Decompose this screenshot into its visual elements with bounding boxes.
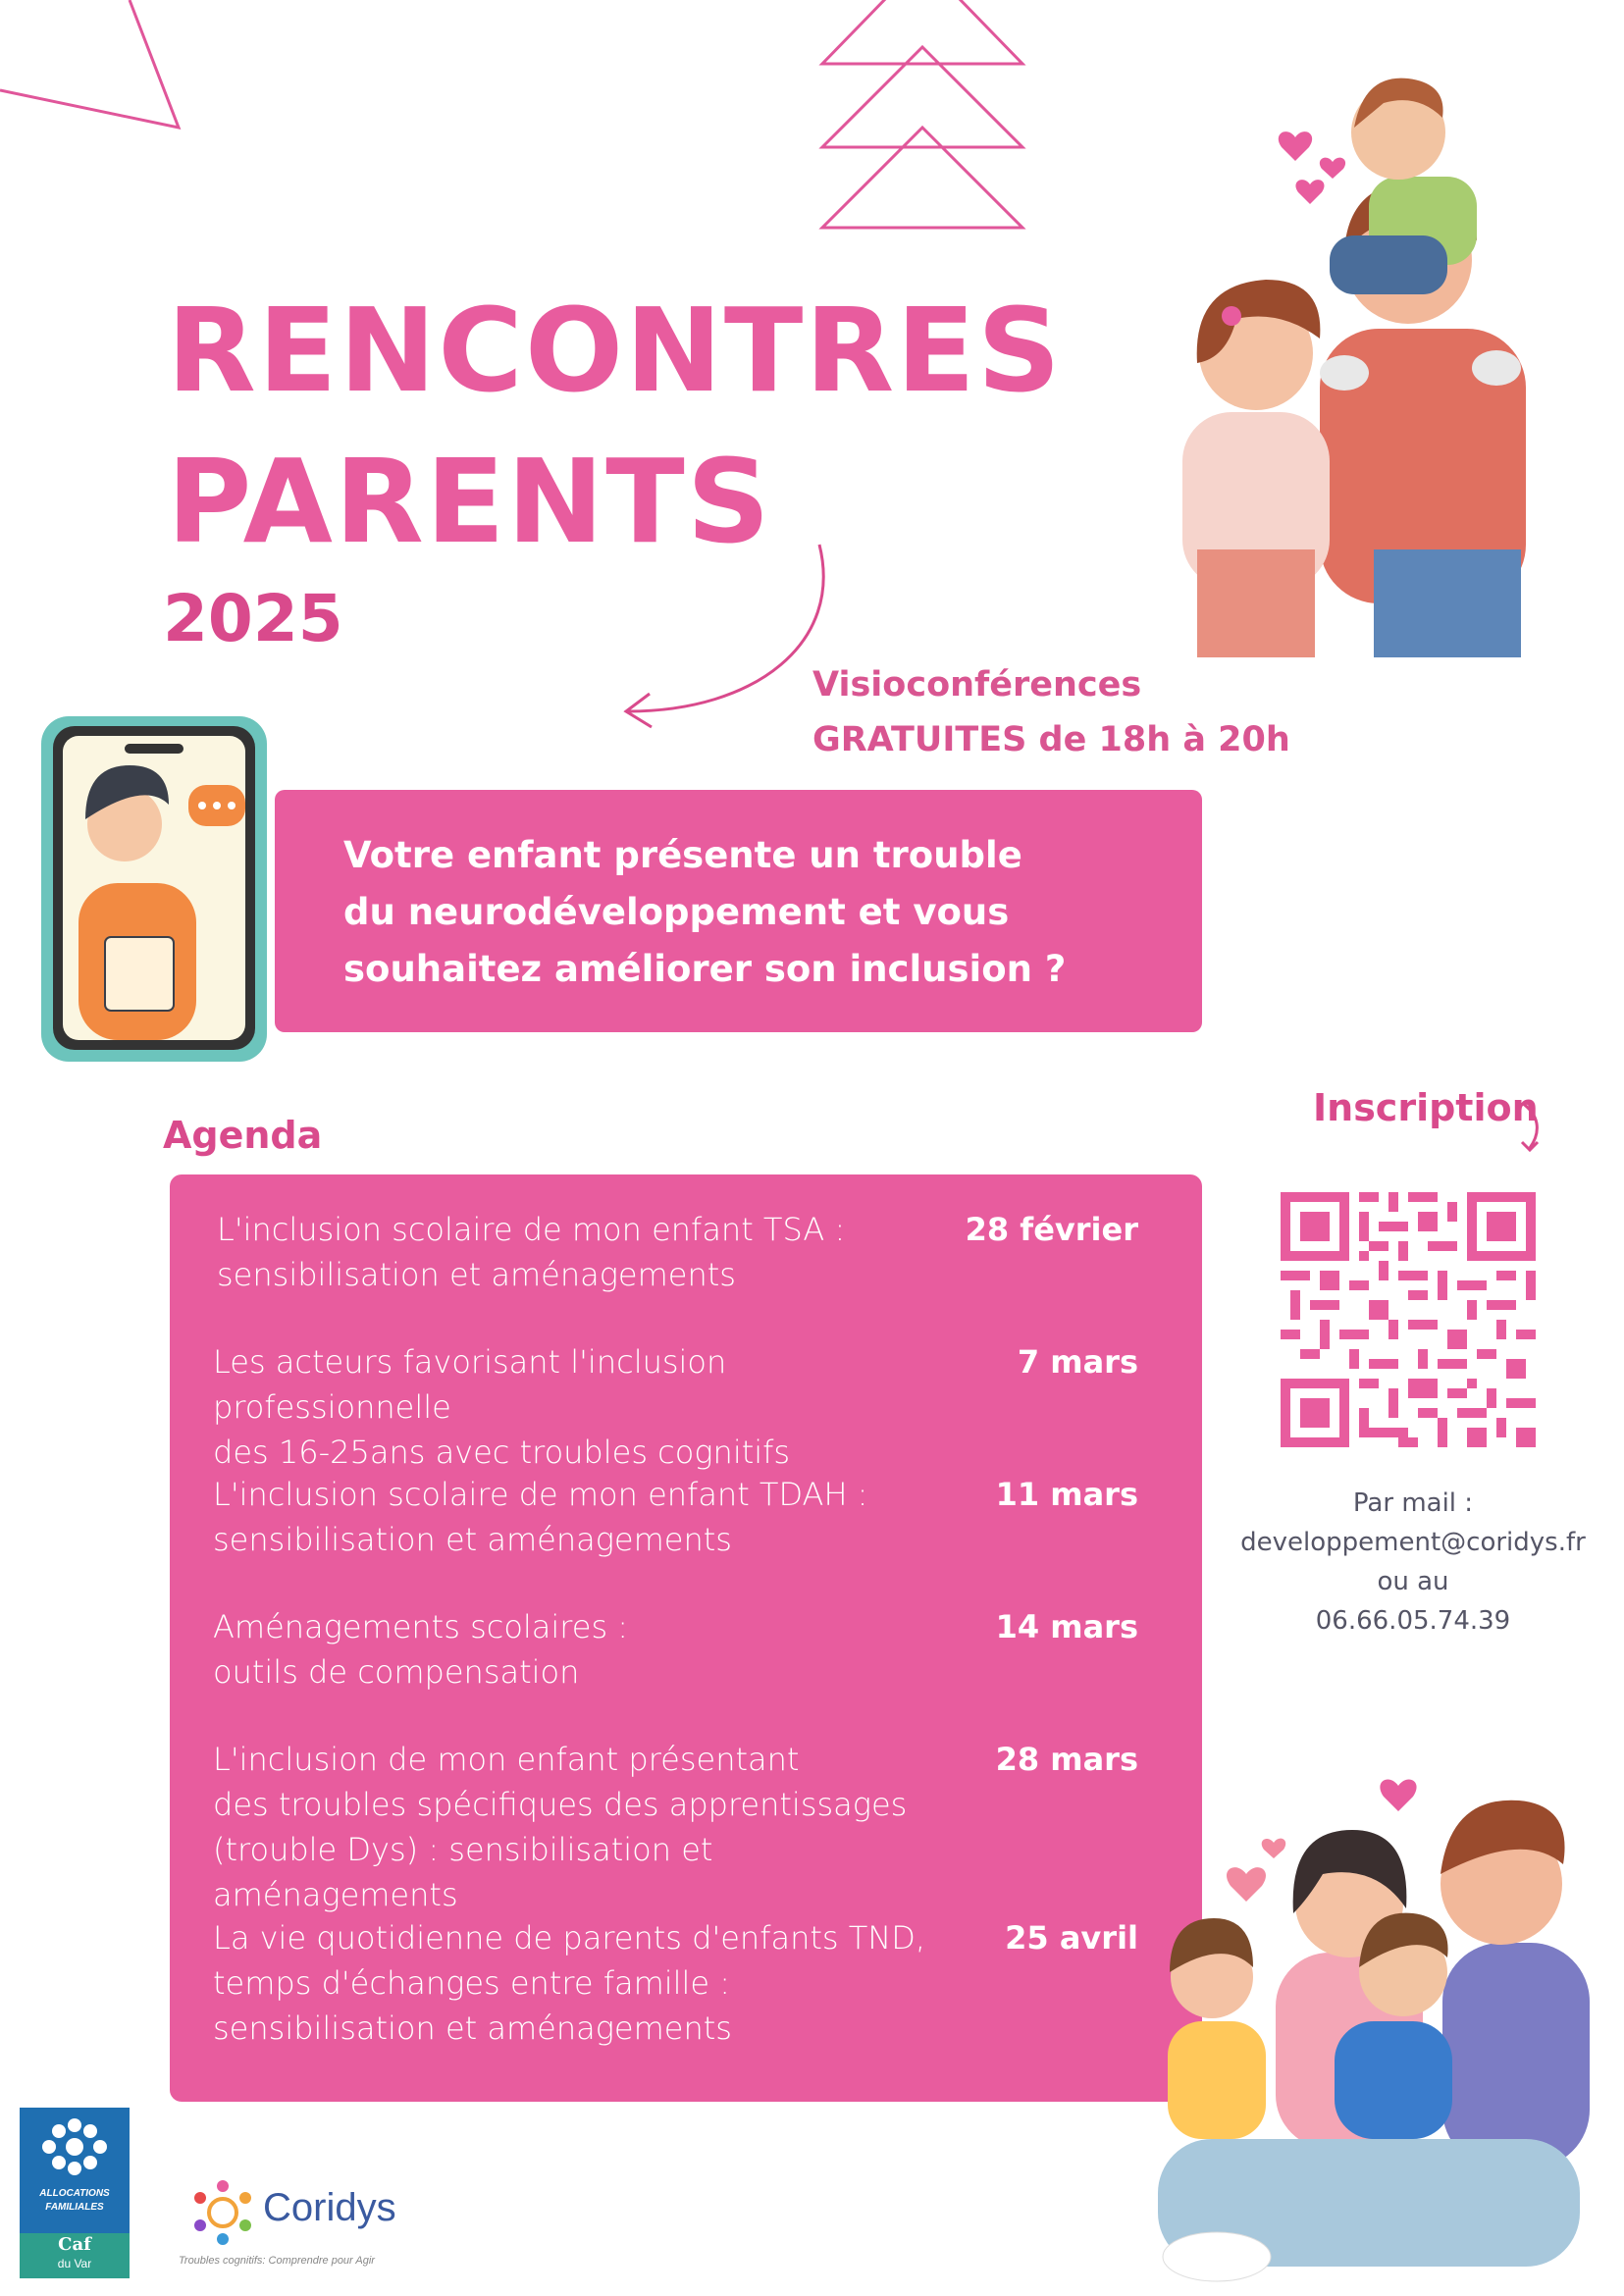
coridys-tagline: Troubles cognitifs: Comprendre pour Agir bbox=[179, 2255, 375, 2267]
inscription-arrow-icon bbox=[1516, 1099, 1545, 1158]
decorative-triangles bbox=[814, 0, 1040, 235]
phone-illustration bbox=[41, 716, 277, 1065]
agenda-topic: La vie quotidienne de parents d'enfants TND, temps d'échanges entre famille : sensibilisation et aménagements bbox=[213, 1919, 926, 2047]
visio-label bbox=[812, 657, 1290, 767]
coridys-name: Coridys bbox=[263, 2186, 396, 2229]
caf-name: Caf bbox=[58, 2234, 91, 2255]
agenda-topic: Aménagements scolaires : outils de compensation bbox=[213, 1608, 629, 1691]
question-line-2: du neurodéveloppement et vous bbox=[343, 891, 1010, 933]
visio-line-1: Visioconférences bbox=[812, 665, 1142, 704]
agenda-topic: Les acteurs favorisant l'inclusion professionnelle des 16-25ans avec troubles cognitifs bbox=[213, 1343, 791, 1471]
agenda-date: 7 mars bbox=[1017, 1343, 1138, 1381]
year: 2025 bbox=[163, 581, 343, 656]
question-line-3: souhaitez améliorer son inclusion ? bbox=[343, 948, 1067, 990]
title-line-2: PARENTS bbox=[167, 434, 772, 569]
family-illustration-top bbox=[1173, 59, 1595, 657]
email-link[interactable]: developpement@coridys.fr bbox=[1240, 1528, 1586, 1557]
caf-region: du Var bbox=[57, 2257, 92, 2270]
agenda-topic: L'inclusion scolaire de mon enfant TDAH : sensibilisation et aménagements bbox=[213, 1476, 868, 1558]
coridys-emblem-icon bbox=[188, 2178, 257, 2247]
or-label: ou au bbox=[1377, 1567, 1449, 1596]
agenda-date: 28 février bbox=[965, 1211, 1138, 1248]
caf-text-line-1: ALLOCATIONS bbox=[39, 2188, 110, 2199]
question-text bbox=[343, 827, 1187, 998]
family-illustration-bottom bbox=[1128, 1756, 1609, 2291]
question-line-1: Votre enfant présente un trouble bbox=[343, 834, 1022, 876]
question-box bbox=[275, 790, 1202, 1032]
phone-number[interactable]: 06.66.05.74.39 bbox=[1315, 1606, 1511, 1636]
agenda-topic: L'inclusion de mon enfant présentant des troubles spécifiques des apprentissages (trouble Dys) : sensibilisation et aménagements bbox=[213, 1741, 908, 1913]
by-mail-label: Par mail : bbox=[1352, 1488, 1474, 1518]
inscription-title: Inscription bbox=[1313, 1086, 1539, 1129]
coridys-logo bbox=[179, 2178, 434, 2276]
visio-line-2: GRATUITES de 18h à 20h bbox=[812, 720, 1290, 759]
agenda-date: 25 avril bbox=[1005, 1919, 1138, 1957]
agenda-date: 11 mars bbox=[995, 1476, 1138, 1513]
agenda-topic: L'inclusion scolaire de mon enfant TSA : sensibilisation et aménagements bbox=[217, 1211, 846, 1293]
caf-name-band bbox=[20, 2233, 130, 2278]
agenda-date: 14 mars bbox=[995, 1608, 1138, 1645]
qr-code[interactable] bbox=[1281, 1192, 1536, 1447]
agenda-date: 28 mars bbox=[995, 1741, 1138, 1778]
caf-logo bbox=[20, 2108, 130, 2278]
curved-arrow bbox=[608, 535, 834, 741]
caf-text-line-2: FAMILIALES bbox=[45, 2202, 104, 2213]
contact-info bbox=[1222, 1484, 1604, 1641]
agenda-box bbox=[170, 1174, 1202, 2102]
agenda-title: Agenda bbox=[163, 1114, 323, 1157]
title-line-1: RENCONTRES bbox=[167, 283, 1063, 418]
caf-emblem-icon bbox=[20, 2113, 130, 2182]
decorative-triangle-top-left bbox=[0, 0, 196, 137]
